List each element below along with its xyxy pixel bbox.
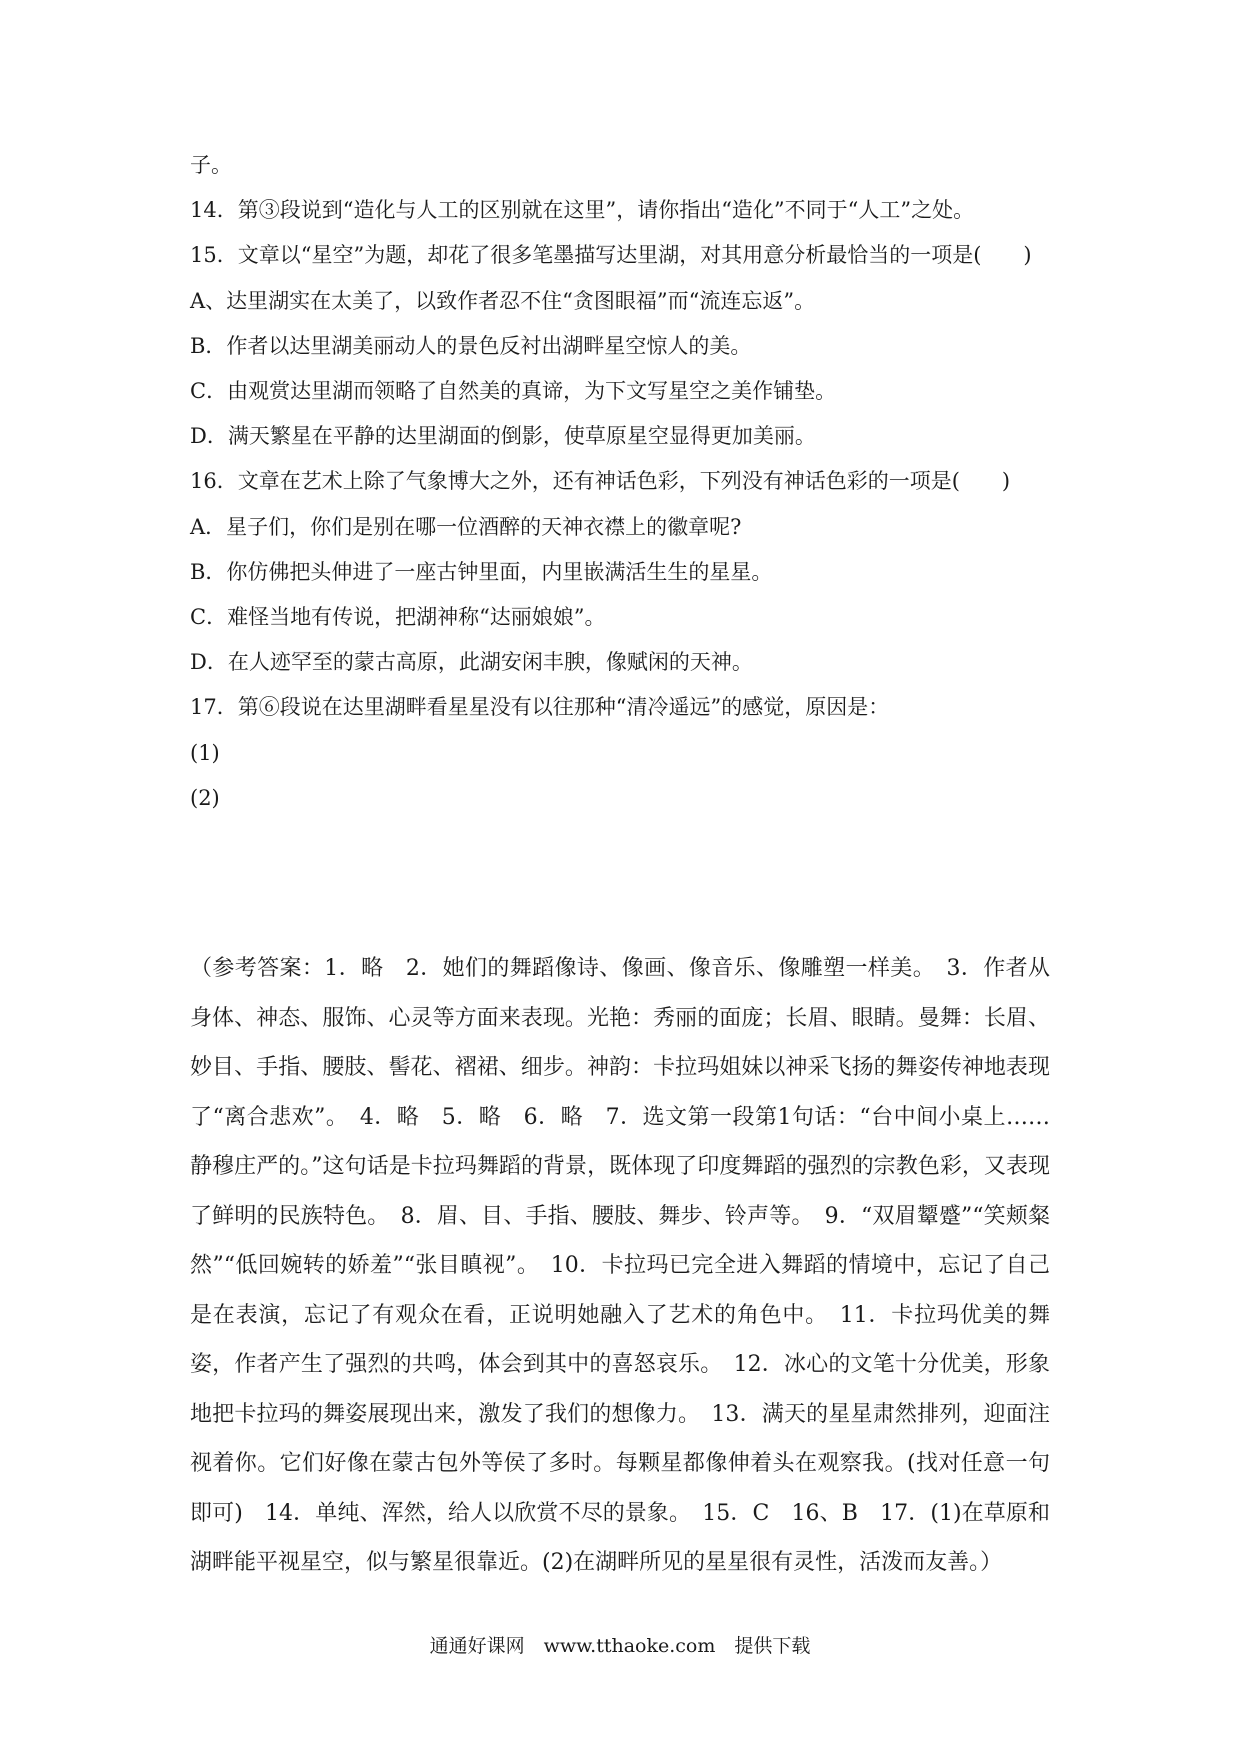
option-16-d: D．在人迹罕至的蒙古高原，此湖安闲丰腴，像赋闲的天神。 xyxy=(190,650,753,674)
option-15-d: D．满天繁星在平静的达里湖面的倒影，使草原星空显得更加美丽。 xyxy=(190,424,816,448)
question-16: 16．文章在艺术上除了气象博大之外，还有神话色彩，下列没有神话色彩的一项是( ) xyxy=(190,469,1011,493)
answer-blank-2: (2) xyxy=(190,786,220,810)
option-15-c: C．由观赏达里湖而领略了自然美的真谛，为下文写星空之美作铺垫。 xyxy=(190,379,837,403)
reference-answers: （参考答案：1．略 2．她们的舞蹈像诗、像画、像音乐、像雕塑一样美。 3．作者从身体、神态、服饰、心灵等方面来表现。光艳：秀丽的面庞；长眉、眼睛。曼舞：长眉、妙目、手指、腰肢、髻花、褶裙、细步。神韵：卡拉玛姐妹以神采飞扬的舞姿传神地表现了“离合悲欢”。 4．略 5．略 6．略 7．选文第一段第1句话：“台中间小桌上……静穆庄严的。”这句话是卡拉玛舞蹈的背景，既体现了印度舞蹈的强烈的宗教色彩，又表现了鲜明的民族特色。 8．眉、目、手指、腰肢、舞步、铃声等。 9．“双眉颦蹙”“笑颊粲然”“低回婉转的娇羞”“张目瞋视”。 10．卡拉玛已完全进入舞蹈的情境中，忘记了自己是在表演，忘记了有观众在看，正说明她融入了艺术的角色中。 11．卡拉玛优美的舞姿，作者产生了强烈的共鸣，体会到其中的喜怒哀乐。 12．冰心的文笔十分优美，形象地把卡拉玛的舞姿展现出来，激发了我们的想像力。 13．满天的星星肃然排列，迎面注视着你。它们好像在蒙古包外等侯了多时。每颗星都像伸着头在观察我。(找对任意一句即可) 14．单纯、浑然，给人以欣赏不尽的景象。 15．C 16、B 17．(1)在草原和湖畔能平视星空，似与繁星很靠近。(2)在湖畔所见的星星很有灵性，活泼而友善。） xyxy=(190,956,1050,1575)
question-text-line: 子。 xyxy=(190,153,232,177)
option-16-c: C．难怪当地有传说，把湖神称“达丽娘娘”。 xyxy=(190,605,606,629)
question-17: 17．第⑥段说在达里湖畔看星星没有以往那种“清冷遥远”的感觉，原因是： xyxy=(190,695,890,719)
question-14: 14．第③段说到“造化与人工的区别就在这里”，请你指出“造化”不同于“人工”之处。 xyxy=(190,198,975,222)
option-15-b: B．作者以达里湖美丽动人的景色反衬出湖畔星空惊人的美。 xyxy=(190,334,752,358)
question-15: 15．文章以“星空”为题，却花了很多笔墨描写达里湖，对其用意分析最恰当的一项是( ) xyxy=(190,243,1032,267)
option-16-b: B．你仿佛把头伸进了一座古钟里面，内里嵌满活生生的星星。 xyxy=(190,560,773,584)
answer-blank-1: (1) xyxy=(190,741,220,765)
option-15-a: A、达里湖实在太美了，以致作者忍不住“贪图眼福”而“流连忘返”。 xyxy=(190,289,816,313)
option-16-a: A．星子们，你们是别在哪一位酒醉的天神衣襟上的徽章呢? xyxy=(190,515,742,539)
page-footer: 通通好课网 www.tthaoke.com 提供下载 xyxy=(429,1635,811,1657)
